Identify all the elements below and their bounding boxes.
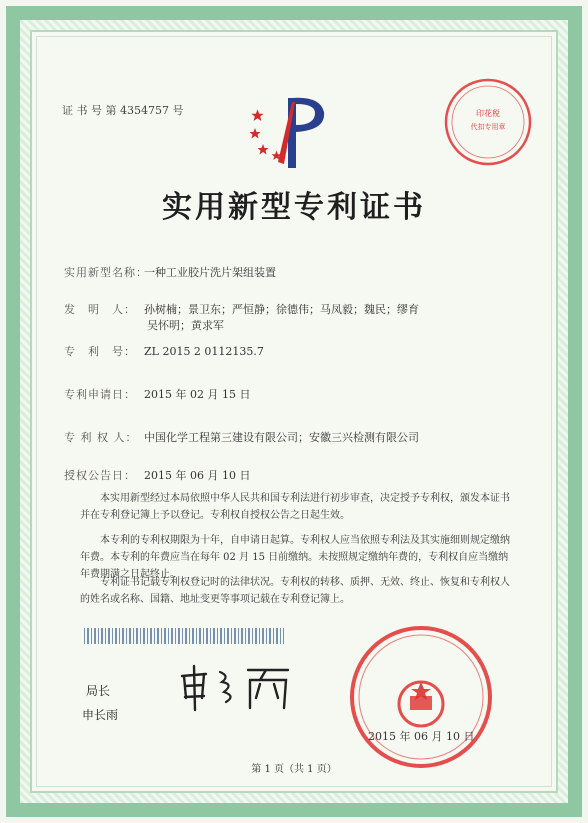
field-filing-date — [64, 386, 250, 402]
certificate-number — [62, 102, 184, 118]
barcode — [84, 628, 284, 644]
director-title: 局长 — [86, 684, 111, 698]
patent-office-logo — [248, 92, 338, 172]
field-utility-model-name — [64, 264, 276, 280]
field-value: 2015 年 06 月 10 日 — [144, 469, 251, 482]
field-label: 授权公告日： — [64, 469, 136, 482]
field-value: ZL 2015 2 0112135.7 — [144, 345, 264, 358]
certificate-title: 实用新型专利证书 — [162, 190, 426, 225]
official-seal — [348, 624, 494, 770]
field-inventor — [64, 301, 419, 317]
field-label: 专 利 号： — [64, 345, 136, 358]
issue-date: 2015 年 06 月 10 日 — [368, 730, 475, 743]
body-paragraph: 本实用新型经过本局依照中华人民共和国专利法进行初步审查，决定授予专利权，颁发本证书并在专利登记簿上予以登记。专利权自授权公告之日起生效。 — [80, 493, 510, 521]
field-label: 实用新型名称： — [64, 266, 148, 279]
body-paragraph: 专利证书记载专利权登记时的法律状况。专利权的转移、质押、无效、终止、恢复和专利权人的姓名或名称、国籍、地址变更等事项记载在专利登记簿上。 — [80, 577, 510, 605]
page-number: 第 1 页（共 1 页） — [251, 764, 337, 775]
certificate-number-label: 证 书 号 第 — [62, 104, 117, 117]
handwritten-signature — [176, 662, 296, 712]
field-patent-number — [64, 343, 264, 359]
certificate-number-value: 4354757 — [120, 104, 169, 117]
tax-stamp — [442, 76, 534, 168]
director-name: 申长雨 — [82, 708, 119, 722]
svg-text:代扣专用章: 代扣专用章 — [470, 123, 506, 131]
certificate-number-suffix: 号 — [172, 104, 184, 117]
field-patentee — [64, 429, 419, 445]
field-value-continued: 吴怀明；黄求军 — [147, 319, 224, 332]
body-paragraph: 本专利的专利权期限为十年，自申请日起算。专利权人应当依照专利法及其实施细则规定缴纳年费。本专利的年费应当在每年 02 月 15 日前缴纳。未按照规定缴纳年费的，专利权自应当缴纳年费期满之日起终止。 — [80, 535, 510, 580]
field-value: 一种工业胶片洗片架组装置 — [144, 266, 276, 279]
field-label: 专利申请日： — [64, 388, 136, 401]
svg-text:印花税: 印花税 — [476, 109, 500, 118]
field-value: 孙树楠；景卫东；严恒静；徐德伟；马凤毅；魏民；缪育 — [144, 303, 419, 316]
field-grant-date — [64, 467, 250, 483]
field-value: 中国化学工程第三建设有限公司；安徽三兴检测有限公司 — [144, 431, 419, 444]
field-label: 发 明 人： — [64, 303, 136, 316]
field-value: 2015 年 02 月 15 日 — [144, 388, 251, 401]
field-label: 专 利 权 人： — [64, 431, 138, 444]
